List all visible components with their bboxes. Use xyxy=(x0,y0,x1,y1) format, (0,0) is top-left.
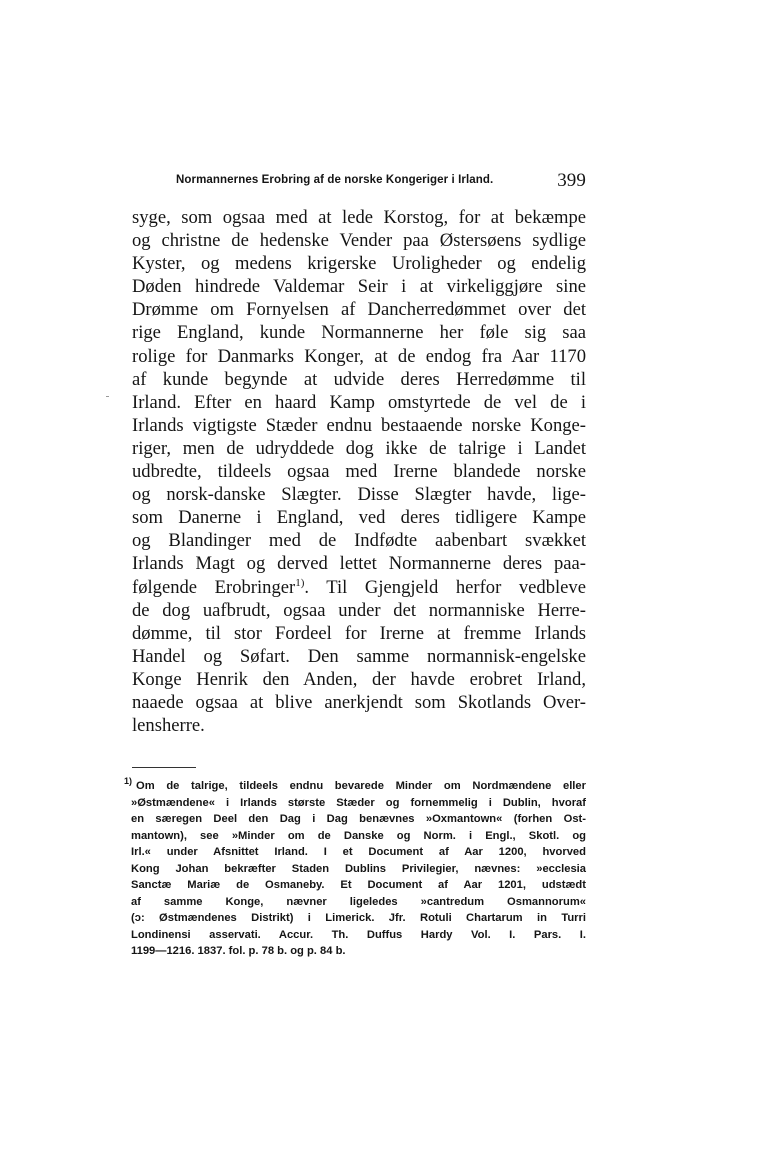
text-line: naaede ogsaa at blive anerkjendt som Skotlands Over- xyxy=(132,691,586,713)
footnote-line: Sanctæ Mariæ de Osmaneby. Et Document af Aar 1201, udstædt xyxy=(131,879,586,892)
footnote-line: Kong Johan bekræfter Staden Dublins Privilegier, nævnes: »ecclesia xyxy=(131,862,586,875)
text-segment: følgende Erobringer xyxy=(132,576,296,598)
text-line: Irlands vigtigste Stæder endnu bestaaende norske Konge- xyxy=(132,414,586,436)
footnote-line: mantown), see »Minder om de Danske og Norm. i Engl., Skotl. og xyxy=(131,829,586,842)
text-line-with-footnote-ref xyxy=(132,576,586,599)
footnote-line: Londinensi asservati. Accur. Th. Duffus Hardy Vol. I. Pars. I. xyxy=(131,928,586,941)
text-line: Irland. Efter en haard Kamp omstyrtede de vel de i xyxy=(132,391,586,413)
text-line: rolige for Danmarks Konger, at de endog fra Aar 1170 xyxy=(132,345,586,367)
text-line: Irlands Magt og derved lettet Normannerne deres paa- xyxy=(132,553,586,575)
footnote-line: (ɔ: Østmændenes Distrikt) i Limerick. Jfr. Rotuli Chartarum in Turri xyxy=(131,912,586,925)
text-line: lensherre. xyxy=(132,715,205,737)
text-line: som Danerne i England, ved deres tidligere Kampe xyxy=(132,507,586,529)
main-text xyxy=(132,206,586,737)
text-line: riger, men de udryddede dog ikke de talrige i Landet xyxy=(132,437,586,459)
text-line: Drømme om Fornyelsen af Dancherredømmet over det xyxy=(132,299,586,321)
footnote-line: »Østmændene« i Irlands største Stæder og fornemmelig i Dublin, hvoraf xyxy=(131,796,586,809)
footnote-line: Irl.« under Afsnittet Irland. I et Document af Aar 1200, hvorved xyxy=(131,846,586,859)
footnote-separator xyxy=(132,767,196,768)
text-line: udbredte, tildeels ogsaa med Irerne blandede norske xyxy=(132,461,586,483)
text-line: Kyster, og medens krigerske Uroligheder og endelig xyxy=(132,253,586,275)
text-line: de dog uafbrudt, ogsaa under det normanniske Herre- xyxy=(132,599,586,621)
text-line: og norsk-danske Slægter. Disse Slægter havde, lige- xyxy=(132,484,586,506)
footnote-line: af samme Konge, nævner ligeledes »cantredum Osmannorum« xyxy=(131,895,586,908)
page-number: 399 xyxy=(557,170,586,191)
text-line: Konge Henrik den Anden, der havde erobret Irland, xyxy=(132,668,586,690)
text-line: syge, som ogsaa med at lede Korstog, for at bekæmpe xyxy=(132,207,586,228)
footnote-line xyxy=(124,778,586,795)
running-header xyxy=(132,170,592,192)
margin-mark xyxy=(106,396,109,397)
text-line: Handel og Søfart. Den samme normannisk-engelske xyxy=(132,645,586,667)
footnote-reference: 1) xyxy=(295,576,305,589)
text-segment: . Til Gjengjeld herfor vedbleve xyxy=(304,576,586,598)
text-line: Døden hindrede Valdemar Seir i at virkeliggjøre sine xyxy=(132,276,586,298)
footnote-line: en særegen Deel den Dag i Dag benævnes »Oxmantown« (forhen Ost- xyxy=(131,813,586,826)
footnote-text: Om de talrige, tildeels endnu bevarede Minder om Nordmændene eller xyxy=(136,780,586,792)
text-line: og christne de hedenske Vender paa Østersøens sydlige xyxy=(132,230,586,252)
footnote-marker: 1) xyxy=(124,776,133,787)
running-title: Normannernes Erobring af de norske Kongeriger i Irland. xyxy=(176,174,494,186)
footnote xyxy=(124,778,586,960)
footnote-line: 1199—1216. 1837. fol. p. 78 b. og p. 84 b. xyxy=(131,945,346,958)
text-line: dømme, til stor Fordeel for Irerne at fremme Irlands xyxy=(132,622,586,644)
text-line: rige England, kunde Normannerne her føle sig saa xyxy=(132,322,586,344)
text-line: af kunde begynde at udvide deres Herredømme til xyxy=(132,368,586,390)
text-line: og Blandinger med de Indfødte aabenbart svækket xyxy=(132,530,586,552)
